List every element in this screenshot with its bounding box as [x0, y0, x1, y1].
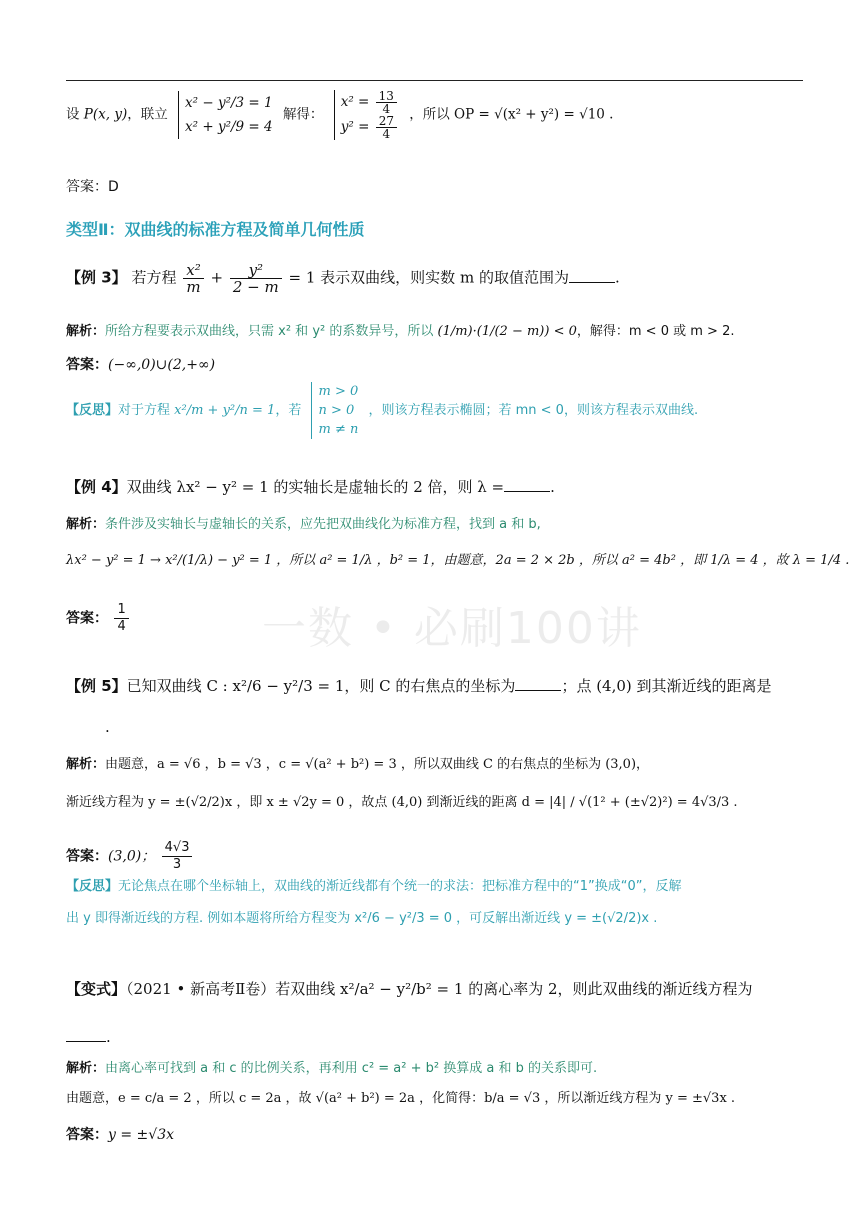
answer-blank: [569, 268, 615, 283]
example-4-question: [66, 476, 555, 498]
jiede-text: 解得：: [282, 106, 324, 123]
example-4-derivation: λx² − y² = 1 → x²/(1/λ) − y² = 1 ，所以 a² = 1/λ ，b² = 1，由题意，2a = 2 × 2b ，所以 a² = 4b² ，即 1/λ = 4 ，故 λ = 1/4 .: [66, 553, 850, 568]
reflect-label: 【反思】: [66, 879, 119, 894]
answer-label: 答案：: [66, 848, 108, 865]
analysis-label: 解析：: [66, 324, 106, 339]
example-5-answer: [66, 840, 194, 873]
top-answer: [66, 176, 119, 198]
answer-fraction: [162, 840, 193, 873]
answer-value: (−∞,0)∪(2,+∞): [108, 357, 216, 373]
analysis-text: 所给方程要表示双曲线，只需 x² 和 y² 的系数异号，所以: [105, 324, 434, 339]
ex5-question-text: 已知双曲线 C : x²/6 − y²/3 = 1，则 C 的右焦点的坐标为: [126, 677, 516, 695]
frac-num: 1: [114, 602, 128, 619]
answer-label: 答案：: [66, 179, 108, 195]
analysis-text: 由题意，a = √6 ，b = √3 ，c = √(a² + b²) = 3 ，所以双曲线 C 的右焦点的坐标为 (3,0)，: [105, 757, 650, 772]
frac-den: m: [186, 278, 201, 296]
reflect-system-row: m ≠ n: [318, 422, 359, 437]
example-4-analysis: [66, 514, 541, 536]
answer-blank: [66, 1027, 106, 1042]
example-5-derivation: 渐近线方程为 y = ±(√2/2)x ，即 x ± √2y = 0 ，故点 (4,0) 到渐近线的距离 d = |4| / √(1² + (±√2)²) = 4√3/3 .: [66, 795, 738, 810]
frac-den: 4: [117, 619, 126, 634]
ex4-question-text: 双曲线 λx² − y² = 1 的实轴长是虚轴长的 2 倍，则 λ =: [126, 478, 505, 496]
watermark: 一数 • 必刷100讲: [262, 603, 642, 654]
point-label: P(x, y): [83, 106, 128, 123]
system-2: [334, 90, 399, 140]
ex3-q-end: .: [614, 268, 620, 287]
top-conclusion: ，所以 OP = √(x² + y²) = √10 .: [409, 106, 614, 123]
analysis-math: (1/m)·(1/(2 − m)) < 0: [437, 324, 577, 339]
ex3-frac-2: [230, 262, 282, 295]
system-2-row-1: x² =: [340, 94, 370, 110]
example-3-reflection: [66, 382, 698, 439]
answer-value: D: [108, 179, 119, 195]
reflect-label: 【反思】: [66, 403, 119, 418]
frac-den: 2 − m: [232, 278, 279, 296]
example-4-label: 【例 4】: [66, 478, 127, 496]
example-5-question: [66, 675, 772, 697]
reflect-system-row: m > 0: [318, 384, 359, 399]
frac-den: 3: [172, 857, 182, 872]
answer-blank: [515, 676, 561, 691]
answer-label: 答案：: [66, 610, 108, 627]
variant-derivation: 由题意，e = c/a = 2 ，所以 c = 2a ，故 √(a² + b²) = 2a ，化简得：b/a = √3 ，所以渐近线方程为 y = ±√3x .: [66, 1091, 736, 1106]
frac-den: 4: [382, 127, 391, 141]
analysis-label: 解析：: [66, 757, 106, 772]
section-title: 类型Ⅱ：双曲线的标准方程及简单几何性质: [66, 220, 365, 239]
answer-blank: [504, 477, 550, 492]
frac-num: x²: [183, 262, 203, 279]
analysis-label: 解析：: [66, 517, 106, 532]
top-solution: [66, 90, 613, 140]
answer-label: 答案：: [66, 1127, 108, 1143]
top-rule: [66, 80, 803, 81]
analysis-text: 由离心率可找到 a 和 c 的比例关系，再利用 c² = a² + b² 换算成 a 和 b 的关系即可.: [105, 1061, 598, 1076]
reflect-line-1: 无论焦点在哪个坐标轴上，双曲线的渐近线都有个统一的求法：把标准方程中的“1”换成“0”，反解: [118, 879, 682, 894]
frac-num: y²: [230, 262, 282, 279]
system-1-row-2: x² + y²/9 = 4: [185, 119, 273, 135]
variant-answer: [66, 1124, 174, 1146]
reflect-eq: x²/m + y²/n = 1: [174, 403, 276, 418]
variant-label: 【变式】: [66, 980, 127, 998]
frac-num: 27: [376, 115, 397, 128]
ex3-q-post: = 1 表示双曲线，则实数 m 的取值范围为: [288, 268, 569, 287]
variant-question-text: （2021 • 新高考Ⅱ卷）若双曲线 x²/a² − y²/b² = 1 的离心率为 2，则此双曲线的渐近线方程为: [126, 980, 753, 998]
variant-blank-line: [66, 1026, 111, 1048]
example-3-question: [66, 262, 620, 295]
variant-analysis: [66, 1058, 597, 1080]
example-3-analysis: [66, 321, 734, 343]
answer-fraction: [114, 602, 128, 635]
frac-num: 4√3: [162, 840, 193, 857]
variant-question: [66, 978, 753, 1000]
answer-value: (3,0)；: [108, 848, 156, 865]
example-5-reflection-2: 出 y 即得渐近线的方程. 例如本题将所给方程变为 x²/6 − y²/3 = 0 ，可反解出渐近线 y = ±(√2/2)x .: [66, 911, 658, 926]
answer-value: y = ±√3x: [108, 1127, 174, 1143]
variant-q-end: .: [106, 1028, 111, 1046]
example-4-answer: [66, 602, 131, 635]
lianli-text: ，联立: [127, 106, 168, 123]
system-1: [178, 91, 273, 139]
example-3-answer: [66, 354, 215, 376]
example-5-analysis: [66, 754, 649, 776]
reflect-mid: ，若: [275, 403, 302, 418]
reflect-post: ，则该方程表示椭圆；若 mn < 0，则该方程表示双曲线.: [368, 403, 699, 418]
reflect-system: [311, 382, 358, 439]
analysis-text: 条件涉及实轴长与虚轴长的关系，应先把双曲线化为标准方程，找到 a 和 b,: [105, 517, 541, 532]
ex4-q-end: .: [550, 478, 555, 496]
ex3-q-pre: 若方程: [131, 268, 177, 287]
reflect-pre: 对于方程: [118, 403, 171, 418]
ex3-plus: +: [210, 268, 224, 287]
analysis-end: ，解得：m < 0 或 m > 2.: [576, 324, 735, 339]
reflect-system-row: n > 0: [318, 403, 355, 418]
ex5-q-end: .: [105, 718, 110, 736]
example-3-label: 【例 3】: [66, 268, 127, 287]
frac-num: 13: [376, 90, 397, 103]
frac-den: 4: [382, 102, 391, 116]
system-1-row-1: x² − y²/3 = 1: [185, 95, 273, 111]
answer-label: 答案：: [66, 357, 108, 373]
system-2-row-2: y² =: [340, 119, 370, 135]
analysis-label: 解析：: [66, 1061, 106, 1076]
ex5-q-mid: ；点 (4,0) 到其渐近线的距离是: [561, 677, 772, 695]
set-text: 设: [66, 106, 80, 123]
example-5-label: 【例 5】: [66, 677, 127, 695]
example-5-reflection-1: [66, 876, 682, 898]
ex3-frac-1: [183, 262, 203, 295]
